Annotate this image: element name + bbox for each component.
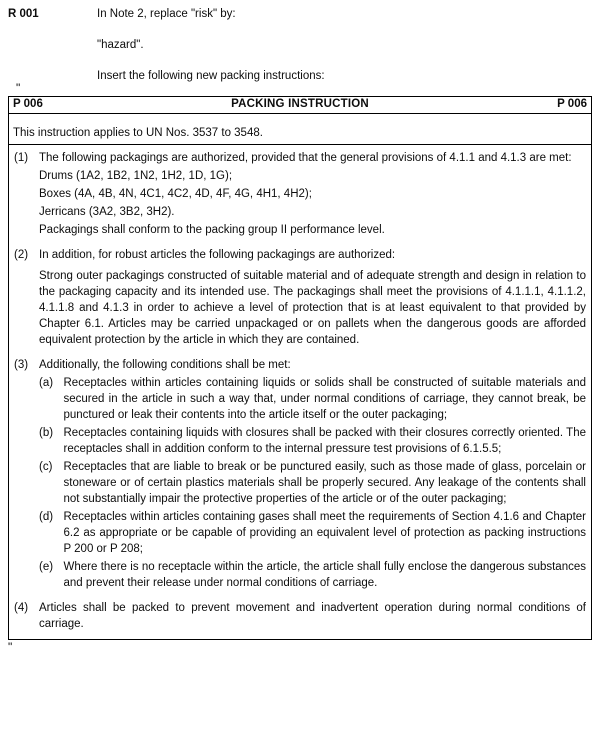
packing-instruction-table: [8, 96, 592, 640]
packaging-line-jerricans: Jerricans (3A2, 3B2, 3H2).: [39, 206, 175, 218]
pi-code-right: P 006: [557, 98, 587, 110]
subitem-number: (e): [39, 561, 54, 573]
packaging-line-drums: Drums (1A2, 1B2, 1N2, 1H2, 1D, 1G);: [39, 170, 233, 182]
item-content: [39, 600, 586, 632]
pi-title: PACKING INSTRUCTION: [231, 98, 369, 110]
subitem-text: Receptacles that are liable to break or be punctured easily, such as those made of glass, porcelain or stoneware or of certain plastics materials shall be properly secured. Any leakage of the contents shall not substantially impair the protective properties of the article or of the outer packaging;: [63, 461, 586, 505]
subitem-b: [39, 425, 586, 457]
subitem-e: [39, 559, 586, 591]
item-number: (4): [14, 602, 29, 614]
item-1: [14, 150, 586, 238]
item-number: (2): [14, 249, 29, 261]
subitem-number: (b): [39, 427, 54, 439]
item-text: Articles shall be packed to prevent movement and inadvertent operation during normal conditions of carriage.: [39, 602, 586, 630]
amendment-row: [8, 7, 592, 83]
item-number: (3): [14, 359, 29, 371]
subitem-c: [39, 459, 586, 507]
packaging-performance-line: Packagings shall conform to the packing group II performance level.: [39, 224, 385, 236]
item-4: [14, 600, 586, 632]
item-2: [14, 247, 586, 348]
item-paragraph: Strong outer packagings constructed of suitable material and of adequate strength and design in relation to the packaging capacity and its intended use. The packagings shall meet the provisions of 4.1.1.1, 4.1.1.2, 4.1.1.8 and 4.1.3 in order to achieve a level of protection that is at least equivalent to that provided by Chapter 6.1. Articles may be carried unpackaged or on pallets when the dangerous goods are afforded equivalent protection by the article in which they are contained.: [39, 270, 586, 346]
amendment-number: R 001: [8, 8, 39, 20]
packing-instruction-header: [9, 97, 591, 114]
item-content: [39, 247, 586, 348]
subitem-d: [39, 509, 586, 557]
subitem-text: Receptacles within articles containing gases shall meet the requirements of Section 4.1.6 and Chapter 6.2 as appropriate or be capable of providing an equivalent level of protection as packing instructions P 200 or P 208;: [63, 511, 586, 555]
pi-code-left: P 006: [13, 98, 43, 110]
amendment-section: [0, 0, 600, 96]
subitem-number: (a): [39, 377, 54, 389]
packing-instruction-body: [9, 150, 591, 639]
subitem-text: Where there is no receptacle within the article, the article shall fully enclose the dangerous substances and prevent their release under normal conditions of carriage.: [63, 561, 586, 589]
subitem-number: (d): [39, 511, 54, 523]
amendment-instructions: [97, 7, 592, 83]
subitem-number: (c): [39, 461, 53, 473]
amendment-insert-line: Insert the following new packing instructions:: [97, 70, 325, 82]
item-content: [39, 357, 586, 591]
packaging-line-boxes: Boxes (4A, 4B, 4N, 4C1, 4C2, 4D, 4F, 4G, 4H1, 4H2);: [39, 188, 312, 200]
item-text: The following packagings are authorized, provided that the general provisions of 4.1.1 and 4.1.3 are met:: [39, 152, 572, 164]
amendment-instruction-line: In Note 2, replace "risk" by:: [97, 8, 236, 20]
item-content: [39, 150, 586, 238]
subitem-text: Receptacles containing liquids with closures shall be packed with their closures correctly oriented. The receptacles shall in addition conform to the internal pressure test provisions of 6.1.5.5;: [63, 427, 586, 455]
opening-quote-mark: ": [16, 81, 21, 95]
item-3: [14, 357, 586, 591]
item-number: (1): [14, 152, 29, 164]
amendment-replacement-text: "hazard".: [97, 39, 144, 51]
item-text: Additionally, the following conditions shall be met:: [39, 359, 291, 371]
item-text: In addition, for robust articles the following packagings are authorized:: [39, 249, 396, 261]
closing-quote-mark: ": [8, 640, 13, 654]
subitem-text: Receptacles within articles containing liquids or solids shall be constructed of suitable materials and secured in the article in such a way that, under normal conditions of carriage, they cannot break, be punctured or leak their contents into the article itself or the outer packaging;: [63, 377, 586, 421]
subitem-a: [39, 375, 586, 423]
applies-to-row: This instruction applies to UN Nos. 3537 to 3548.: [9, 114, 591, 145]
